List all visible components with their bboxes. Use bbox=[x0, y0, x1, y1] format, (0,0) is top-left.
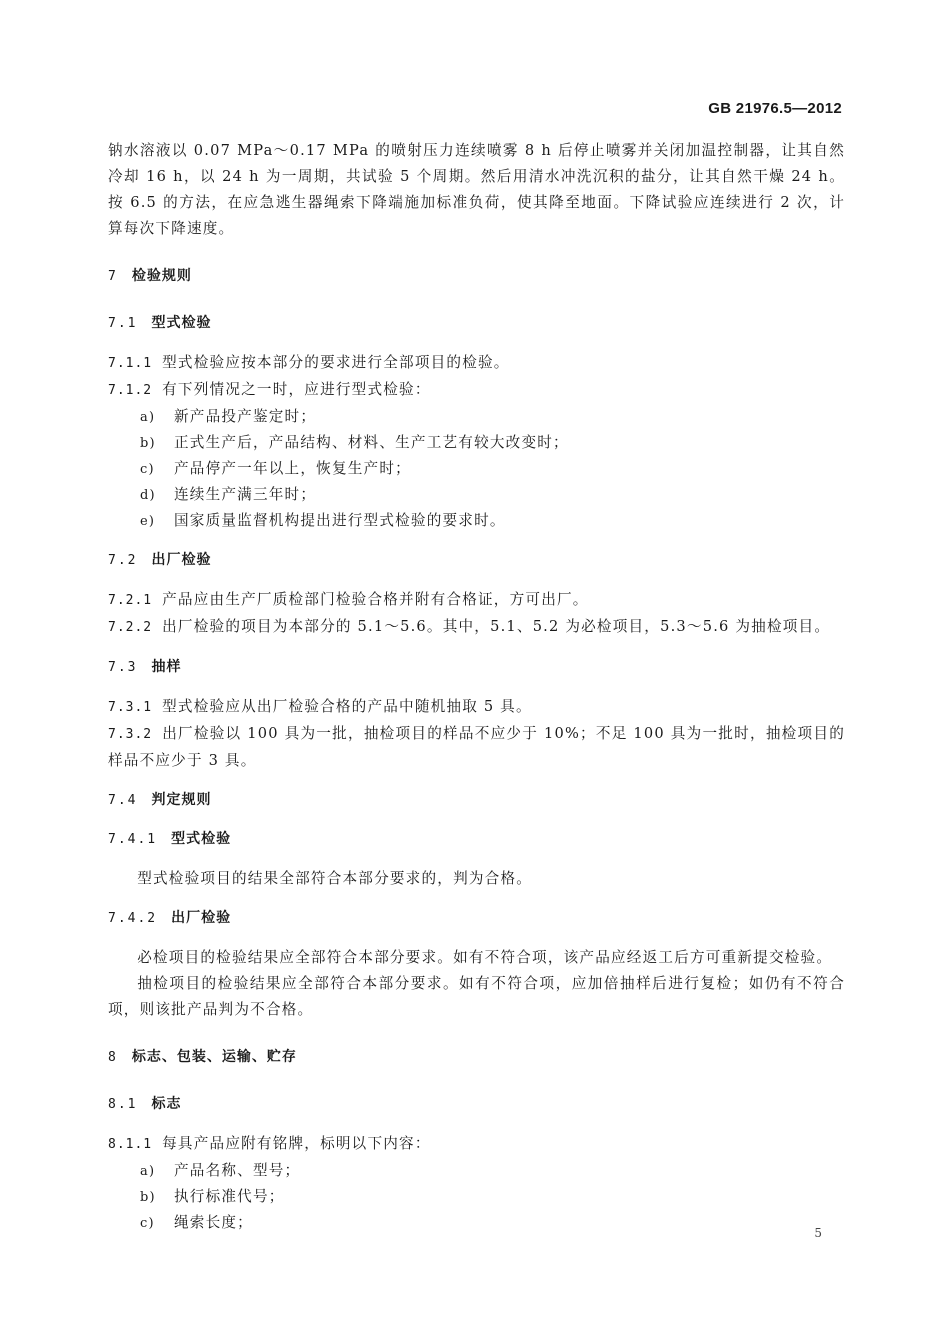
clause-7-1-1-number: 7.1.1 bbox=[108, 356, 153, 371]
list-text: 绳索长度； bbox=[174, 1214, 253, 1231]
clause-7-1-1 bbox=[108, 350, 845, 377]
section-7-1-heading bbox=[108, 311, 845, 336]
section-7-4-2-paragraph-1: 必检项目的检验结果应全部符合本部分要求。如有不符合项，该产品应经返工后方可重新提交检验。 bbox=[137, 949, 833, 966]
list-text: 国家质量监督机构提出进行型式检验的要求时。 bbox=[174, 512, 506, 529]
list-item bbox=[108, 1184, 845, 1210]
standard-number-header: GB 21976.5—2012 bbox=[708, 100, 842, 117]
list-marker: e) bbox=[140, 514, 156, 529]
clause-7-2-2 bbox=[108, 614, 845, 641]
list-item bbox=[108, 482, 845, 508]
section-7-4-1-heading bbox=[108, 827, 845, 852]
clause-7-2-1-number: 7.2.1 bbox=[108, 593, 153, 608]
clause-8-1-1-text: 每具产品应附有铭牌，标明以下内容： bbox=[162, 1135, 431, 1152]
section-7-4-2-heading bbox=[108, 906, 845, 931]
list-text: 新产品投产鉴定时； bbox=[174, 408, 317, 425]
list-item bbox=[108, 430, 845, 456]
list-marker: d) bbox=[140, 488, 156, 503]
clause-7-3-2-text: 出厂检验以 100 具为一批，抽检项目的样品不应少于 10%；不足 100 具为一批时，抽检项目的样品不应少于 3 具。 bbox=[108, 725, 845, 769]
clause-8-1-1 bbox=[108, 1131, 845, 1158]
section-7-4-2-title: 出厂检验 bbox=[171, 910, 232, 926]
list-marker: b) bbox=[140, 1190, 156, 1205]
clause-7-2-2-text: 出厂检验的项目为本部分的 5.1～5.6。其中，5.1、5.2 为必检项目，5.3～5.6 为抽检项目。 bbox=[162, 618, 831, 635]
page-content bbox=[108, 138, 845, 1236]
section-8-heading bbox=[108, 1045, 845, 1070]
clause-7-3-1 bbox=[108, 694, 845, 721]
list-item bbox=[108, 404, 845, 430]
list-item bbox=[108, 1158, 845, 1184]
clause-7-2-2-number: 7.2.2 bbox=[108, 620, 153, 635]
list-text: 正式生产后，产品结构、材料、生产工艺有较大改变时； bbox=[174, 434, 569, 451]
clause-7-3-1-text: 型式检验应从出厂检验合格的产品中随机抽取 5 具。 bbox=[162, 698, 532, 715]
section-7-1-title: 型式检验 bbox=[151, 315, 212, 331]
list-marker: c) bbox=[140, 462, 155, 477]
section-7-4-heading bbox=[108, 788, 845, 813]
section-7-2-number: 7.2 bbox=[108, 553, 138, 568]
clause-7-2-1-text: 产品应由生产厂质检部门检验合格并附有合格证，方可出厂。 bbox=[162, 591, 589, 608]
section-7-4-number: 7.4 bbox=[108, 793, 138, 808]
list-text: 产品停产一年以上，恢复生产时； bbox=[174, 460, 411, 477]
section-7-2-title: 出厂检验 bbox=[151, 552, 212, 568]
section-7-number: 7 bbox=[108, 269, 118, 284]
section-7-4-2-number: 7.4.2 bbox=[108, 911, 158, 926]
section-7-3-title: 抽样 bbox=[151, 659, 182, 675]
clause-7-3-2-number: 7.3.2 bbox=[108, 727, 153, 742]
clause-7-3-1-number: 7.3.1 bbox=[108, 700, 153, 715]
section-7-4-title: 判定规则 bbox=[151, 792, 212, 808]
list-text: 产品名称、型号； bbox=[174, 1162, 301, 1179]
list-text: 执行标准代号； bbox=[174, 1188, 285, 1205]
section-7-1-number: 7.1 bbox=[108, 316, 138, 331]
clause-7-1-2-number: 7.1.2 bbox=[108, 383, 153, 398]
clause-7-1-2 bbox=[108, 377, 845, 404]
clause-7-1-1-text: 型式检验应按本部分的要求进行全部项目的检验。 bbox=[162, 354, 510, 371]
section-7-4-1-text: 型式检验项目的结果全部符合本部分要求的，判为合格。 bbox=[137, 870, 533, 887]
section-7-heading bbox=[108, 264, 845, 289]
section-7-4-2-paragraph-2: 抽检项目的检验结果应全部符合本部分要求。如有不符合项，应加倍抽样后进行复检；如仍有不符合项，则该批产品判为不合格。 bbox=[108, 975, 845, 1018]
section-8-number: 8 bbox=[108, 1050, 118, 1065]
section-7-3-heading bbox=[108, 655, 845, 680]
list-marker: c) bbox=[140, 1216, 155, 1231]
section-7-4-1-number: 7.4.1 bbox=[108, 832, 158, 847]
clause-7-1-2-text: 有下列情况之一时，应进行型式检验： bbox=[162, 381, 431, 398]
clause-8-1-1-number: 8.1.1 bbox=[108, 1137, 153, 1152]
section-7-title: 检验规则 bbox=[131, 268, 192, 284]
list-marker: b) bbox=[140, 436, 156, 451]
section-7-4-1-title: 型式检验 bbox=[171, 831, 232, 847]
list-text: 连续生产满三年时； bbox=[174, 486, 317, 503]
section-8-1-number: 8.1 bbox=[108, 1097, 138, 1112]
intro-paragraph: 钠水溶液以 0.07 MPa～0.17 MPa 的喷射压力连续喷雾 8 h 后停止喷雾并关闭加温控制器，让其自然冷却 16 h，以 24 h 为一周期，共试验 5 个周期。然后用清水冲洗沉积的盐分，让其自然干燥 24 h。按 6.5 的方法，在应急逃生器绳索下降端施加标准负荷，使其降至地面。下降试验应连续进行 2 次，计算每次下降速度。 bbox=[108, 142, 845, 237]
list-item bbox=[108, 508, 845, 534]
section-8-title: 标志、包装、运输、贮存 bbox=[131, 1049, 297, 1065]
page-number: 5 bbox=[814, 1226, 822, 1240]
section-7-2-heading bbox=[108, 548, 845, 573]
list-marker: a) bbox=[140, 410, 156, 425]
clause-7-2-1 bbox=[108, 587, 845, 614]
section-8-1-title: 标志 bbox=[151, 1096, 182, 1112]
section-7-3-number: 7.3 bbox=[108, 660, 138, 675]
list-item bbox=[108, 456, 845, 482]
clause-7-3-2 bbox=[108, 721, 845, 774]
list-item bbox=[108, 1210, 845, 1236]
list-marker: a) bbox=[140, 1164, 156, 1179]
section-8-1-heading bbox=[108, 1092, 845, 1117]
